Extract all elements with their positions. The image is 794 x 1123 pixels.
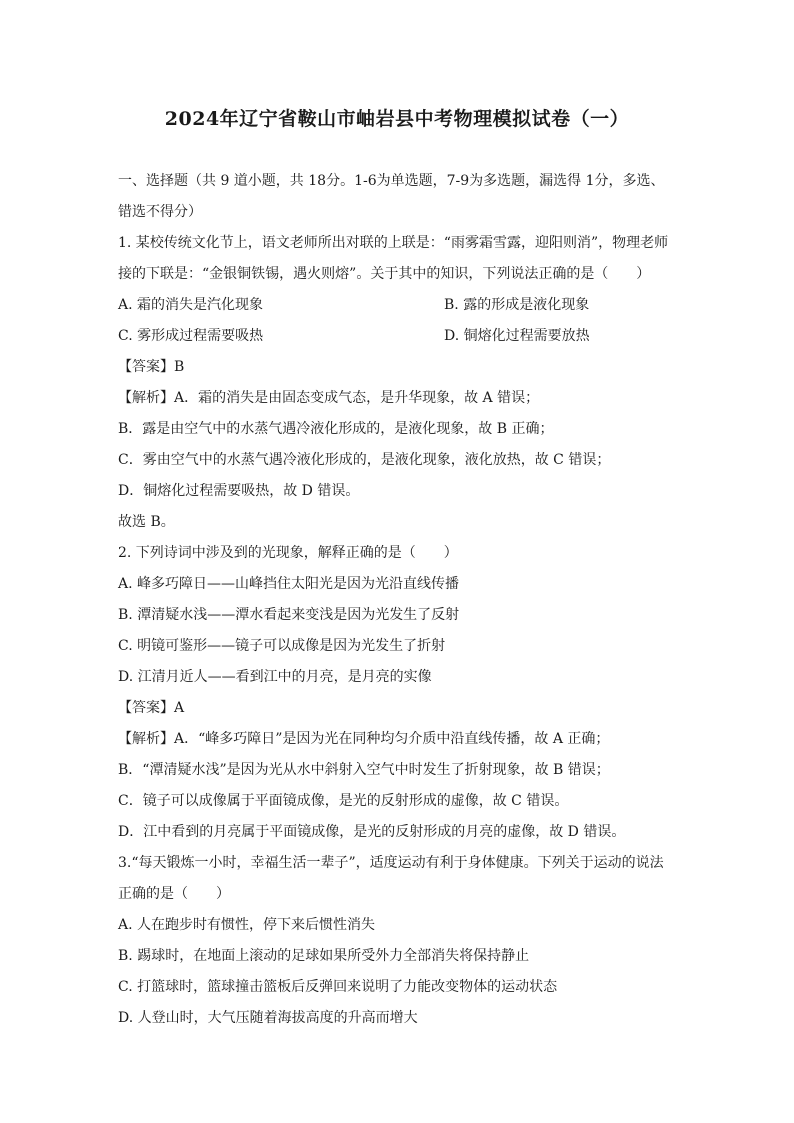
q3-option-c: C. 打篮球时，篮球撞击篮板后反弹回来说明了力能改变物体的运动状态 bbox=[118, 979, 558, 995]
q1-option-b: B. 露的形成是液化现象 bbox=[444, 297, 590, 313]
q1-option-a: A. 霜的消失是汽化现象 bbox=[118, 297, 264, 313]
q2-analysis-line: B．“潭清疑水浅”是因为光从水中斜射入空气中时发生了折射现象，故 B 错误； bbox=[118, 762, 610, 778]
q1-analysis-line: B．露是由空气中的水蒸气遇冷液化形成的，是液化现象，故 B 正确； bbox=[118, 421, 554, 437]
q3-option-d: D. 人登山时，大气压随着海拔高度的升高而增大 bbox=[118, 1010, 418, 1026]
q1-analysis-line: 【解析】A．霜的消失是由固态变成气态，是升华现象，故 A 错误； bbox=[118, 390, 540, 406]
q1-option-c: C. 雾形成过程需要吸热 bbox=[118, 328, 264, 344]
q1-analysis-line: D．铜熔化过程需要吸热，故 D 错误。 bbox=[118, 483, 360, 499]
q2-analysis-line: D．江中看到的月亮属于平面镜成像，是光的反射形成的月亮的虚像，故 D 错误。 bbox=[118, 824, 626, 840]
q2-answer: 【答案】A bbox=[118, 700, 185, 716]
q2-analysis-line: C．镜子可以成像属于平面镜成像，是光的反射形成的虚像，故 C 错误。 bbox=[118, 793, 569, 809]
page-title: 2024年辽宁省鞍山市岫岩县中考物理模拟试卷（一） bbox=[164, 108, 630, 130]
section-heading-line2: 错选不得分） bbox=[118, 204, 202, 220]
q2-stem: 2. 下列诗词中涉及到的光现象，解释正确的是（ ） bbox=[118, 545, 458, 561]
q1-stem-line1: 1. 某校传统文化节上，语文老师所出对联的上联是：“雨雾霜雪露，迎阳则消”，物理老师 bbox=[118, 235, 669, 251]
q1-answer: 【答案】B bbox=[118, 359, 185, 375]
q2-analysis-line: 【解析】A．“峰多巧障日”是因为光在同种均匀介质中沿直线传播，故 A 正确； bbox=[118, 731, 610, 747]
q3-option-a: A. 人在跑步时有惯性，停下来后惯性消失 bbox=[118, 917, 376, 933]
q1-conclusion: 故选 B。 bbox=[118, 514, 175, 530]
q3-option-b: B. 踢球时，在地面上滚动的足球如果所受外力全部消失将保持静止 bbox=[118, 948, 530, 964]
q3-stem-line2: 正确的是（ ） bbox=[118, 886, 230, 902]
q2-option-c: C. 明镜可鉴形——镜子可以成像是因为光发生了折射 bbox=[118, 638, 446, 654]
q3-stem-line1: 3.“每天锻炼一小时，幸福生活一辈子”，适度运动有利于身体健康。下列关于运动的说法 bbox=[118, 855, 664, 871]
q2-option-b: B. 潭清疑水浅——潭水看起来变浅是因为光发生了反射 bbox=[118, 607, 460, 623]
section-heading-line1: 一、选择题（共 9 道小题，共 18分。1-6为单选题，7-9为多选题，漏选得 1分，多选、 bbox=[118, 173, 665, 189]
q2-option-a: A. 峰多巧障日——山峰挡住太阳光是因为光沿直线传播 bbox=[118, 576, 460, 592]
q1-analysis-line: C．雾由空气中的水蒸气遇冷液化形成的，是液化现象，液化放热，故 C 错误； bbox=[118, 452, 611, 468]
q1-option-d: D. 铜熔化过程需要放热 bbox=[444, 328, 590, 344]
q2-option-d: D. 江清月近人——看到江中的月亮，是月亮的实像 bbox=[118, 669, 432, 685]
q1-stem-line2: 接的下联是：“金银铜铁锡，遇火则熔”。关于其中的知识，下列说法正确的是（ ） bbox=[118, 266, 651, 282]
